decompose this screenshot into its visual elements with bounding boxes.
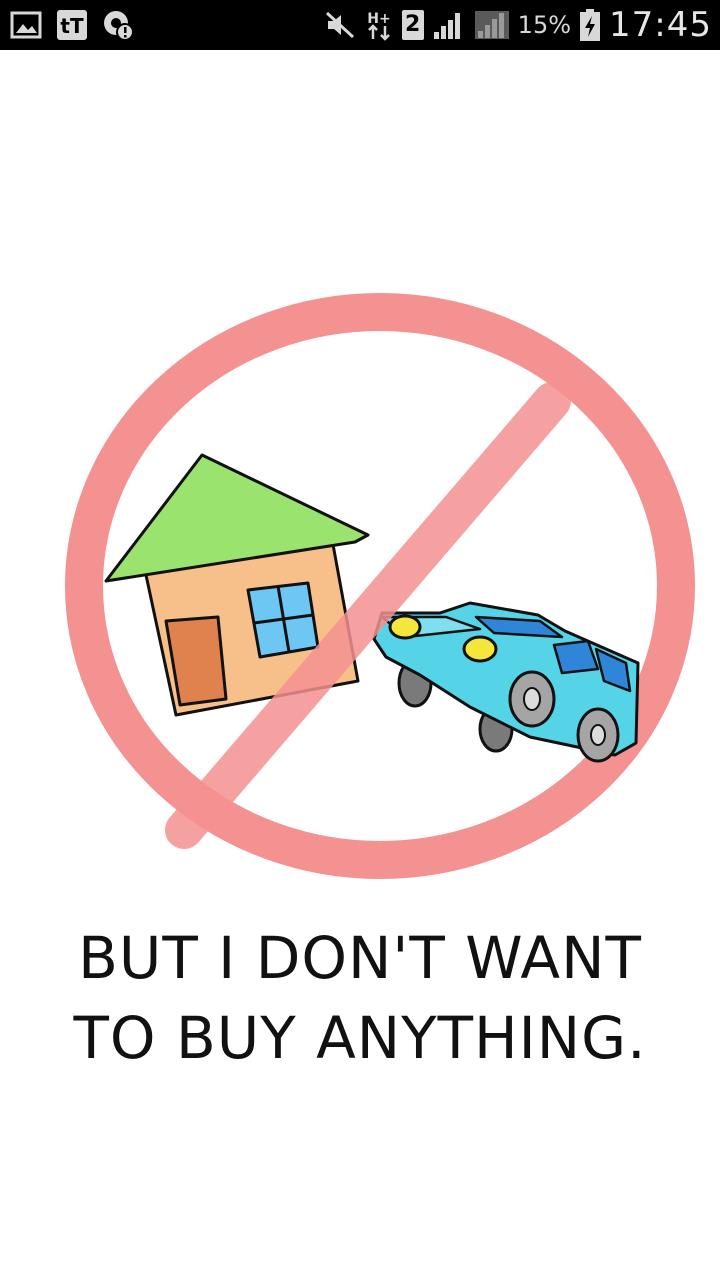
signal-icon-1 [432, 10, 466, 40]
car-headlight-left [390, 616, 420, 638]
comic-illustration [60, 285, 700, 895]
comic-viewer[interactable] [0, 50, 720, 1280]
notification-icons [0, 9, 134, 41]
signal-icon-2 [474, 10, 510, 40]
mute-icon [324, 10, 356, 40]
hplus-data-icon [364, 8, 394, 42]
battery-percent: 15% [517, 11, 572, 39]
comic-caption [0, 918, 720, 1078]
image-notification-icon [10, 11, 42, 39]
sim-2-badge: 2 [402, 10, 424, 40]
caption-line-2: TO BUY ANYTHING. [73, 1004, 647, 1072]
svg-text:tT: tT [60, 14, 84, 38]
caption-line-1: BUT I DON'T WANT [78, 924, 642, 992]
system-indicators [324, 5, 720, 45]
car-drawing [374, 603, 638, 761]
update-notification-icon [102, 9, 134, 41]
clock: 17:45 [609, 5, 712, 45]
car-headlight-right [464, 637, 496, 661]
text-app-notification-icon [56, 9, 88, 41]
network-type-label: H+ [366, 11, 391, 27]
battery-icon [579, 8, 601, 42]
status-bar [0, 0, 720, 50]
